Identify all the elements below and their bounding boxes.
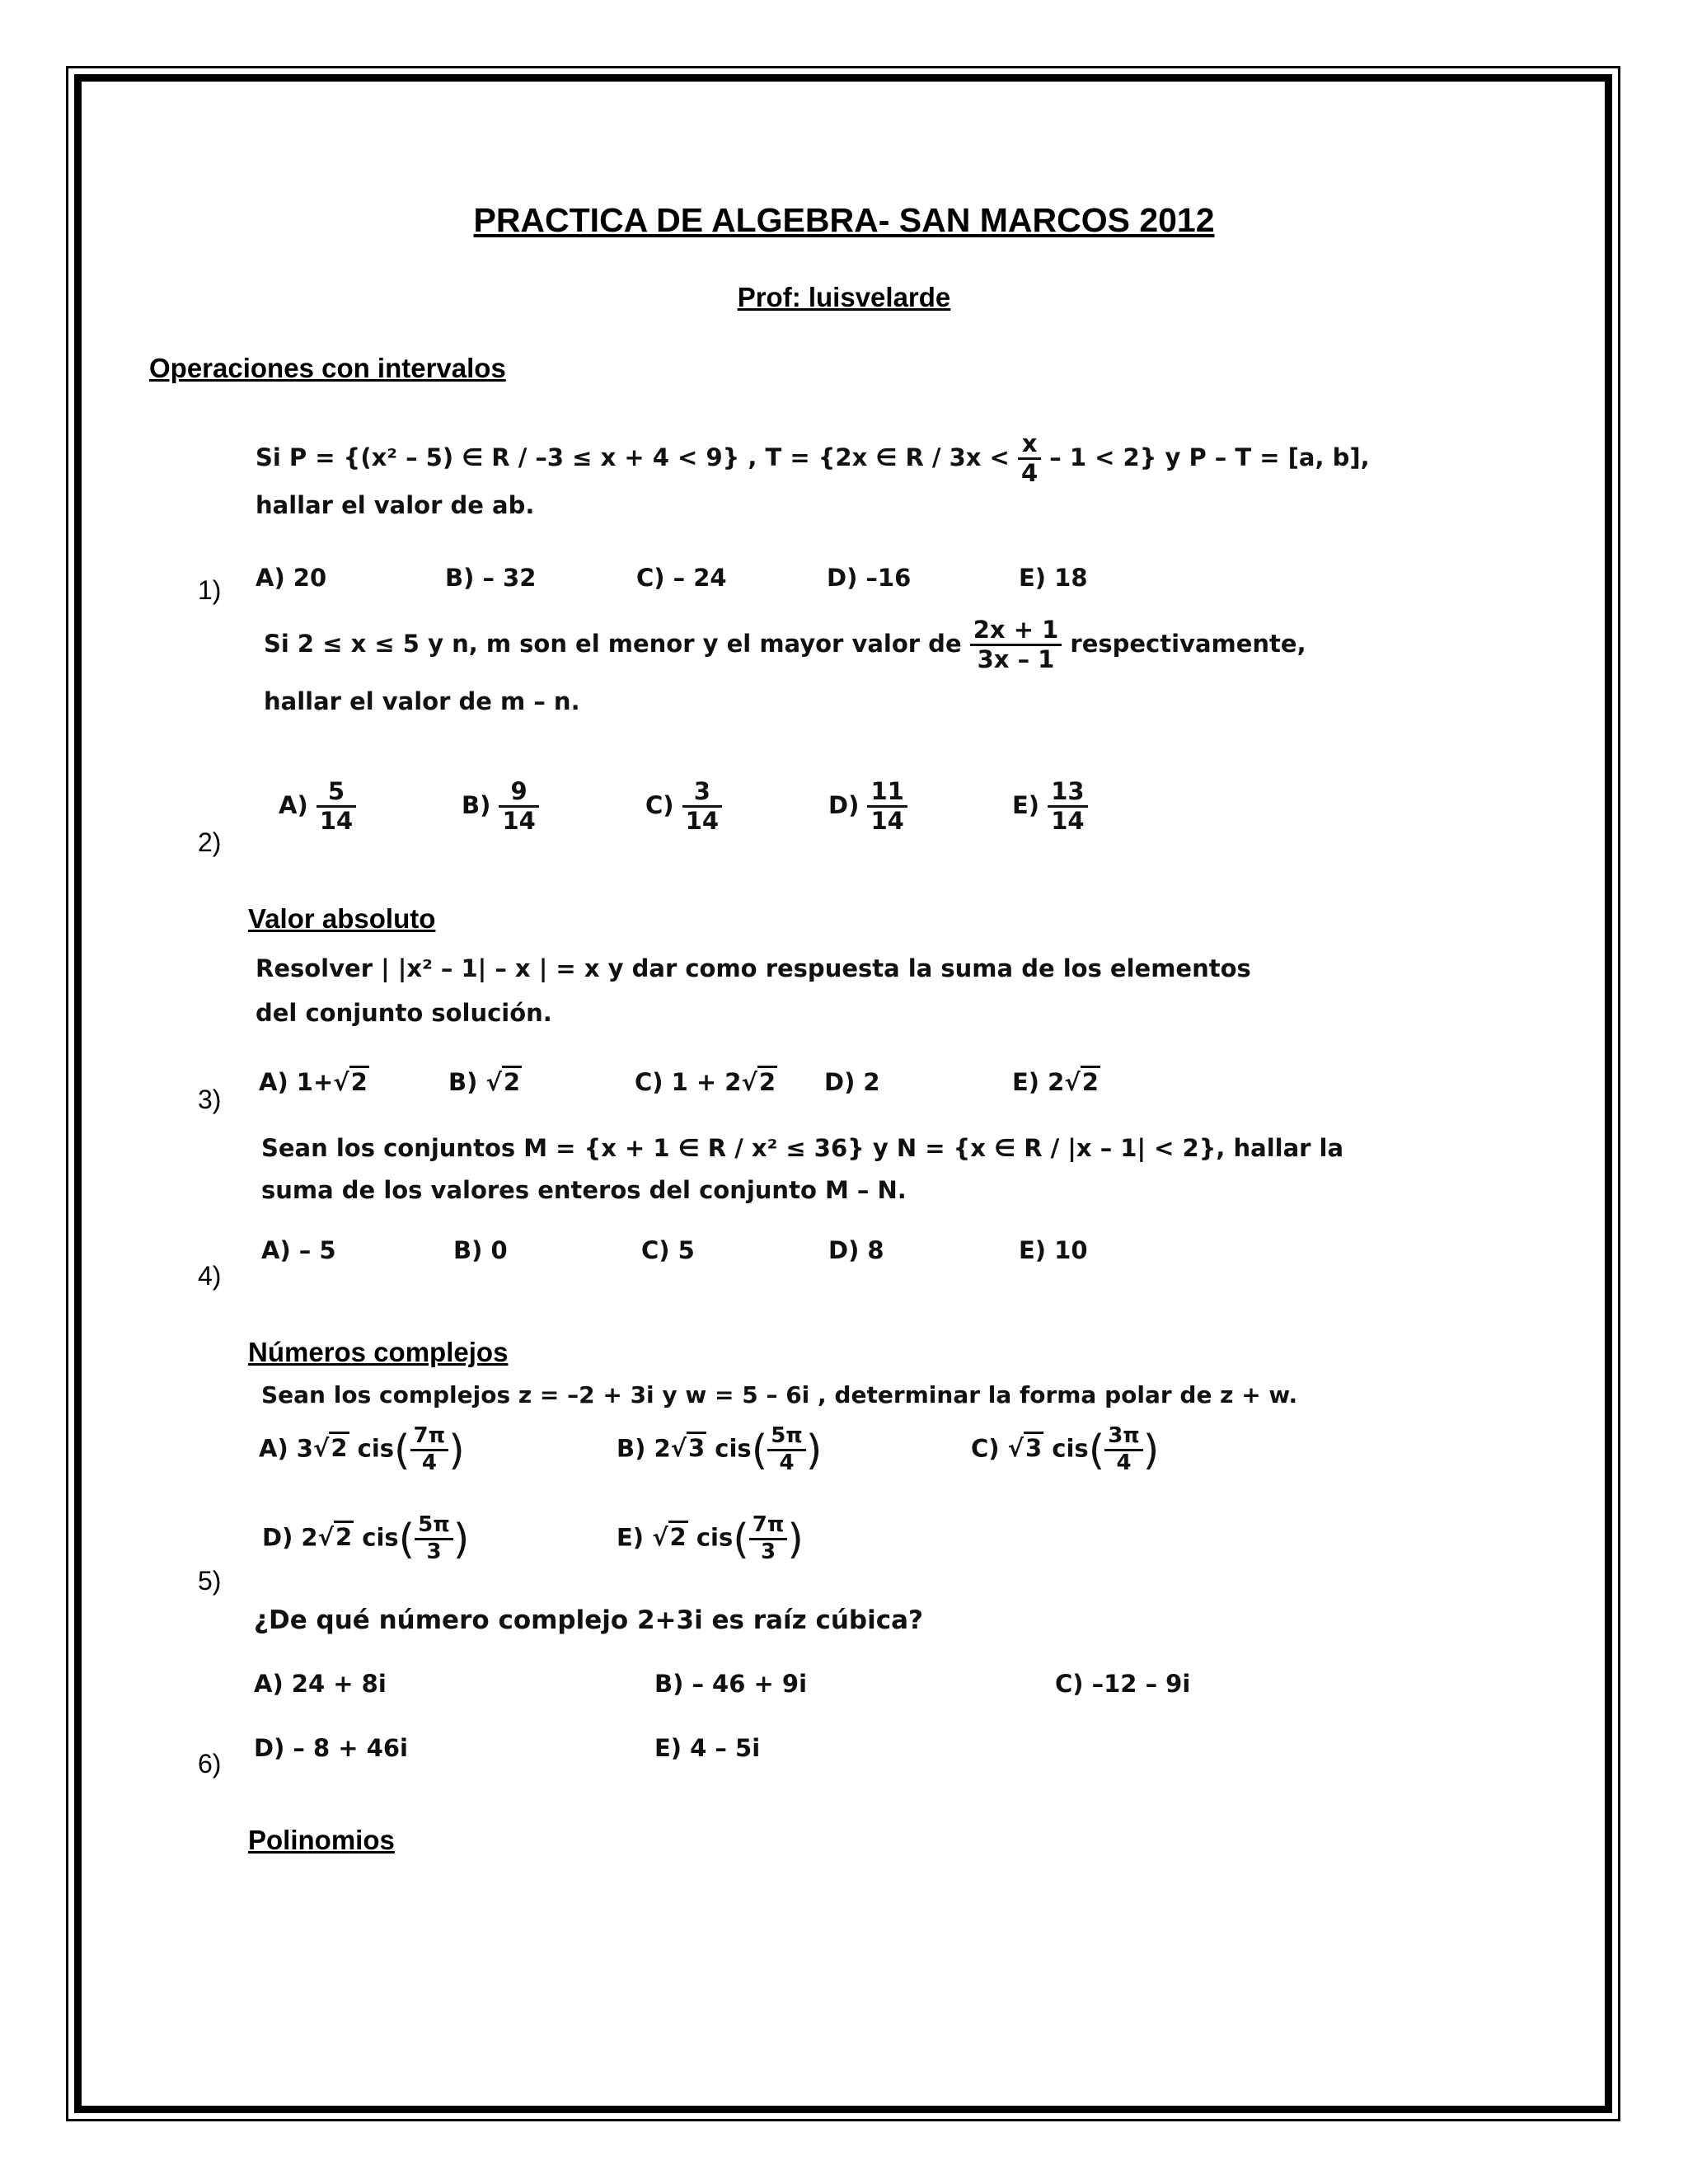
q2-statement-line1 xyxy=(264,616,1306,674)
q2-option-c xyxy=(645,778,722,836)
q2-option-a-letter: A) xyxy=(279,790,308,819)
q5-option-e: E) √2 cis( $\frac{7\pi}{3}$ ) xyxy=(617,1512,804,1564)
q2-option-c-fraction xyxy=(682,778,722,836)
q4-option-d: D) 8 xyxy=(828,1236,884,1264)
q2-number: 2) xyxy=(198,827,222,857)
q2-option-b xyxy=(462,778,539,836)
q2-statement-a: Si 2 ≤ x ≤ 5 y n, m son el menor y el mayor valor de xyxy=(264,629,962,658)
q1-option-b: B) – 32 xyxy=(445,564,537,592)
q1-number: 1) xyxy=(198,575,222,605)
q4-option-e: E) 10 xyxy=(1019,1236,1088,1264)
q2-option-e xyxy=(1012,778,1088,836)
sqrt-symbol: √2 xyxy=(1064,1068,1100,1096)
q2-option-d-den: 14 xyxy=(867,805,907,835)
q2-option-a-den: 14 xyxy=(316,805,356,835)
q2-option-d-num: 11 xyxy=(870,777,904,805)
q3-option-c xyxy=(635,1068,777,1096)
q2-option-b-fraction xyxy=(499,778,538,836)
q2-option-d xyxy=(828,778,907,836)
sqrt-symbol: √2 xyxy=(333,1068,369,1096)
q2-option-e-den: 14 xyxy=(1048,805,1087,835)
sqrt-symbol: √2 xyxy=(318,1523,354,1551)
q1-statement-a: Si P = {(x² – 5) ∈ R / –3 ≤ x + 4 < 9} , T = {2x ∈ R / 3x < xyxy=(256,443,1010,471)
section-heading-intervals: Operaciones con intervalos xyxy=(149,353,506,383)
q1-fraction xyxy=(1018,430,1041,488)
q6-statement: ¿De qué número complejo 2+3i es raíz cúbica? xyxy=(254,1605,923,1635)
q1-frac-den: 4 xyxy=(1018,457,1041,487)
q4-option-c: C) 5 xyxy=(641,1236,695,1264)
q6-option-d: D) – 8 + 46i xyxy=(254,1734,408,1762)
sqrt-symbol: √3 xyxy=(671,1434,707,1462)
q5-number: 5) xyxy=(198,1566,222,1596)
q6-option-a: A) 24 + 8i xyxy=(254,1670,387,1698)
q4-number: 4) xyxy=(198,1261,222,1291)
q1-option-c: C) – 24 xyxy=(636,564,727,592)
q4-statement-line2: suma de los valores enteros del conjunto M – N. xyxy=(261,1176,907,1204)
q2-frac-num: 2x + 1 xyxy=(973,616,1059,644)
sqrt-symbol: √2 xyxy=(741,1068,777,1096)
q1-frac-num: x xyxy=(1021,429,1038,457)
q2-option-c-num: 3 xyxy=(693,777,710,805)
q2-option-a-fraction xyxy=(316,778,356,836)
q1-statement-line2: hallar el valor de ab. xyxy=(256,491,535,519)
q2-option-e-num: 13 xyxy=(1051,777,1085,805)
q2-frac-den: 3x – 1 xyxy=(970,644,1062,673)
q3-statement-line2: del conjunto solución. xyxy=(256,999,552,1027)
q4-option-a: A) – 5 xyxy=(261,1236,336,1264)
page-subtitle: Prof: luisvelarde xyxy=(737,282,951,312)
q2-option-d-fraction xyxy=(867,778,907,836)
q2-option-c-letter: C) xyxy=(645,790,674,819)
q2-option-c-den: 14 xyxy=(682,805,722,835)
q2-option-b-num: 9 xyxy=(510,777,528,805)
q1-statement-line1 xyxy=(256,430,1370,488)
q3-option-c-prefix: C) 1 + 2 xyxy=(635,1068,742,1096)
q3-option-b-prefix: B) xyxy=(448,1068,478,1096)
q3-option-d: D) 2 xyxy=(824,1068,880,1096)
q2-fraction xyxy=(970,616,1062,674)
q4-option-b: B) 0 xyxy=(453,1236,508,1264)
q2-option-d-letter: D) xyxy=(828,790,860,819)
q3-option-e-prefix: E) 2 xyxy=(1012,1068,1065,1096)
q6-option-c: C) –12 – 9i xyxy=(1055,1670,1191,1698)
section-heading-complex-numbers: Números complejos xyxy=(248,1337,509,1367)
q3-statement-line1: Resolver | |x² – 1| – x | = x y dar como respuesta la suma de los elementos xyxy=(256,954,1251,982)
q1-option-e: E) 18 xyxy=(1019,564,1088,592)
q1-option-a: A) 20 xyxy=(256,564,327,592)
q1-option-d: D) –16 xyxy=(827,564,912,592)
q2-option-b-den: 14 xyxy=(499,805,538,835)
q3-number: 3) xyxy=(198,1085,222,1114)
section-heading-absolute-value: Valor absoluto xyxy=(248,903,436,934)
q5-option-b: B) 2√3 cis( $\frac{5\pi}{4}$ ) xyxy=(617,1423,823,1475)
sqrt-symbol: √2 xyxy=(313,1434,349,1462)
q2-statement-b: respectivamente, xyxy=(1070,629,1306,658)
sqrt-symbol: √2 xyxy=(485,1068,522,1096)
q1-statement-b: – 1 < 2} y P – T = [a, b], xyxy=(1049,443,1370,471)
q3-option-e xyxy=(1012,1068,1100,1096)
q2-option-e-fraction xyxy=(1048,778,1087,836)
q3-option-b xyxy=(448,1068,522,1096)
sqrt-symbol: √2 xyxy=(652,1523,688,1551)
q5-option-c: C) √3 cis( $\frac{3\pi}{4}$ ) xyxy=(971,1423,1160,1475)
q5-statement: Sean los complejos z = –2 + 3i y w = 5 – 6i , determinar la forma polar de z + w. xyxy=(261,1381,1298,1408)
q3-option-a xyxy=(259,1068,369,1096)
q2-option-a-num: 5 xyxy=(327,777,345,805)
q3-option-a-prefix: A) 1+ xyxy=(259,1068,334,1096)
q6-option-e: E) 4 – 5i xyxy=(654,1734,761,1762)
q6-number: 6) xyxy=(198,1749,222,1779)
q4-statement-line1: Sean los conjuntos M = {x + 1 ∈ R / x² ≤ 36} y N = {x ∈ R / |x – 1| < 2}, hallar la xyxy=(261,1134,1344,1162)
q2-option-b-letter: B) xyxy=(462,790,491,819)
q2-statement-line2: hallar el valor de m – n. xyxy=(264,687,580,715)
q6-option-b: B) – 46 + 9i xyxy=(654,1670,808,1698)
page-title: PRACTICA DE ALGEBRA- SAN MARCOS 2012 xyxy=(473,201,1215,239)
sqrt-symbol: √3 xyxy=(1008,1434,1044,1462)
q2-option-a xyxy=(279,778,356,836)
q2-option-e-letter: E) xyxy=(1012,790,1040,819)
section-heading-polynomials: Polinomios xyxy=(248,1825,395,1855)
q5-option-a: A) 3√2 cis( $\frac{7\pi}{4}$ ) xyxy=(259,1423,465,1475)
q5-option-d: D) 2√2 cis( $\frac{5\pi}{3}$ ) xyxy=(262,1512,470,1564)
